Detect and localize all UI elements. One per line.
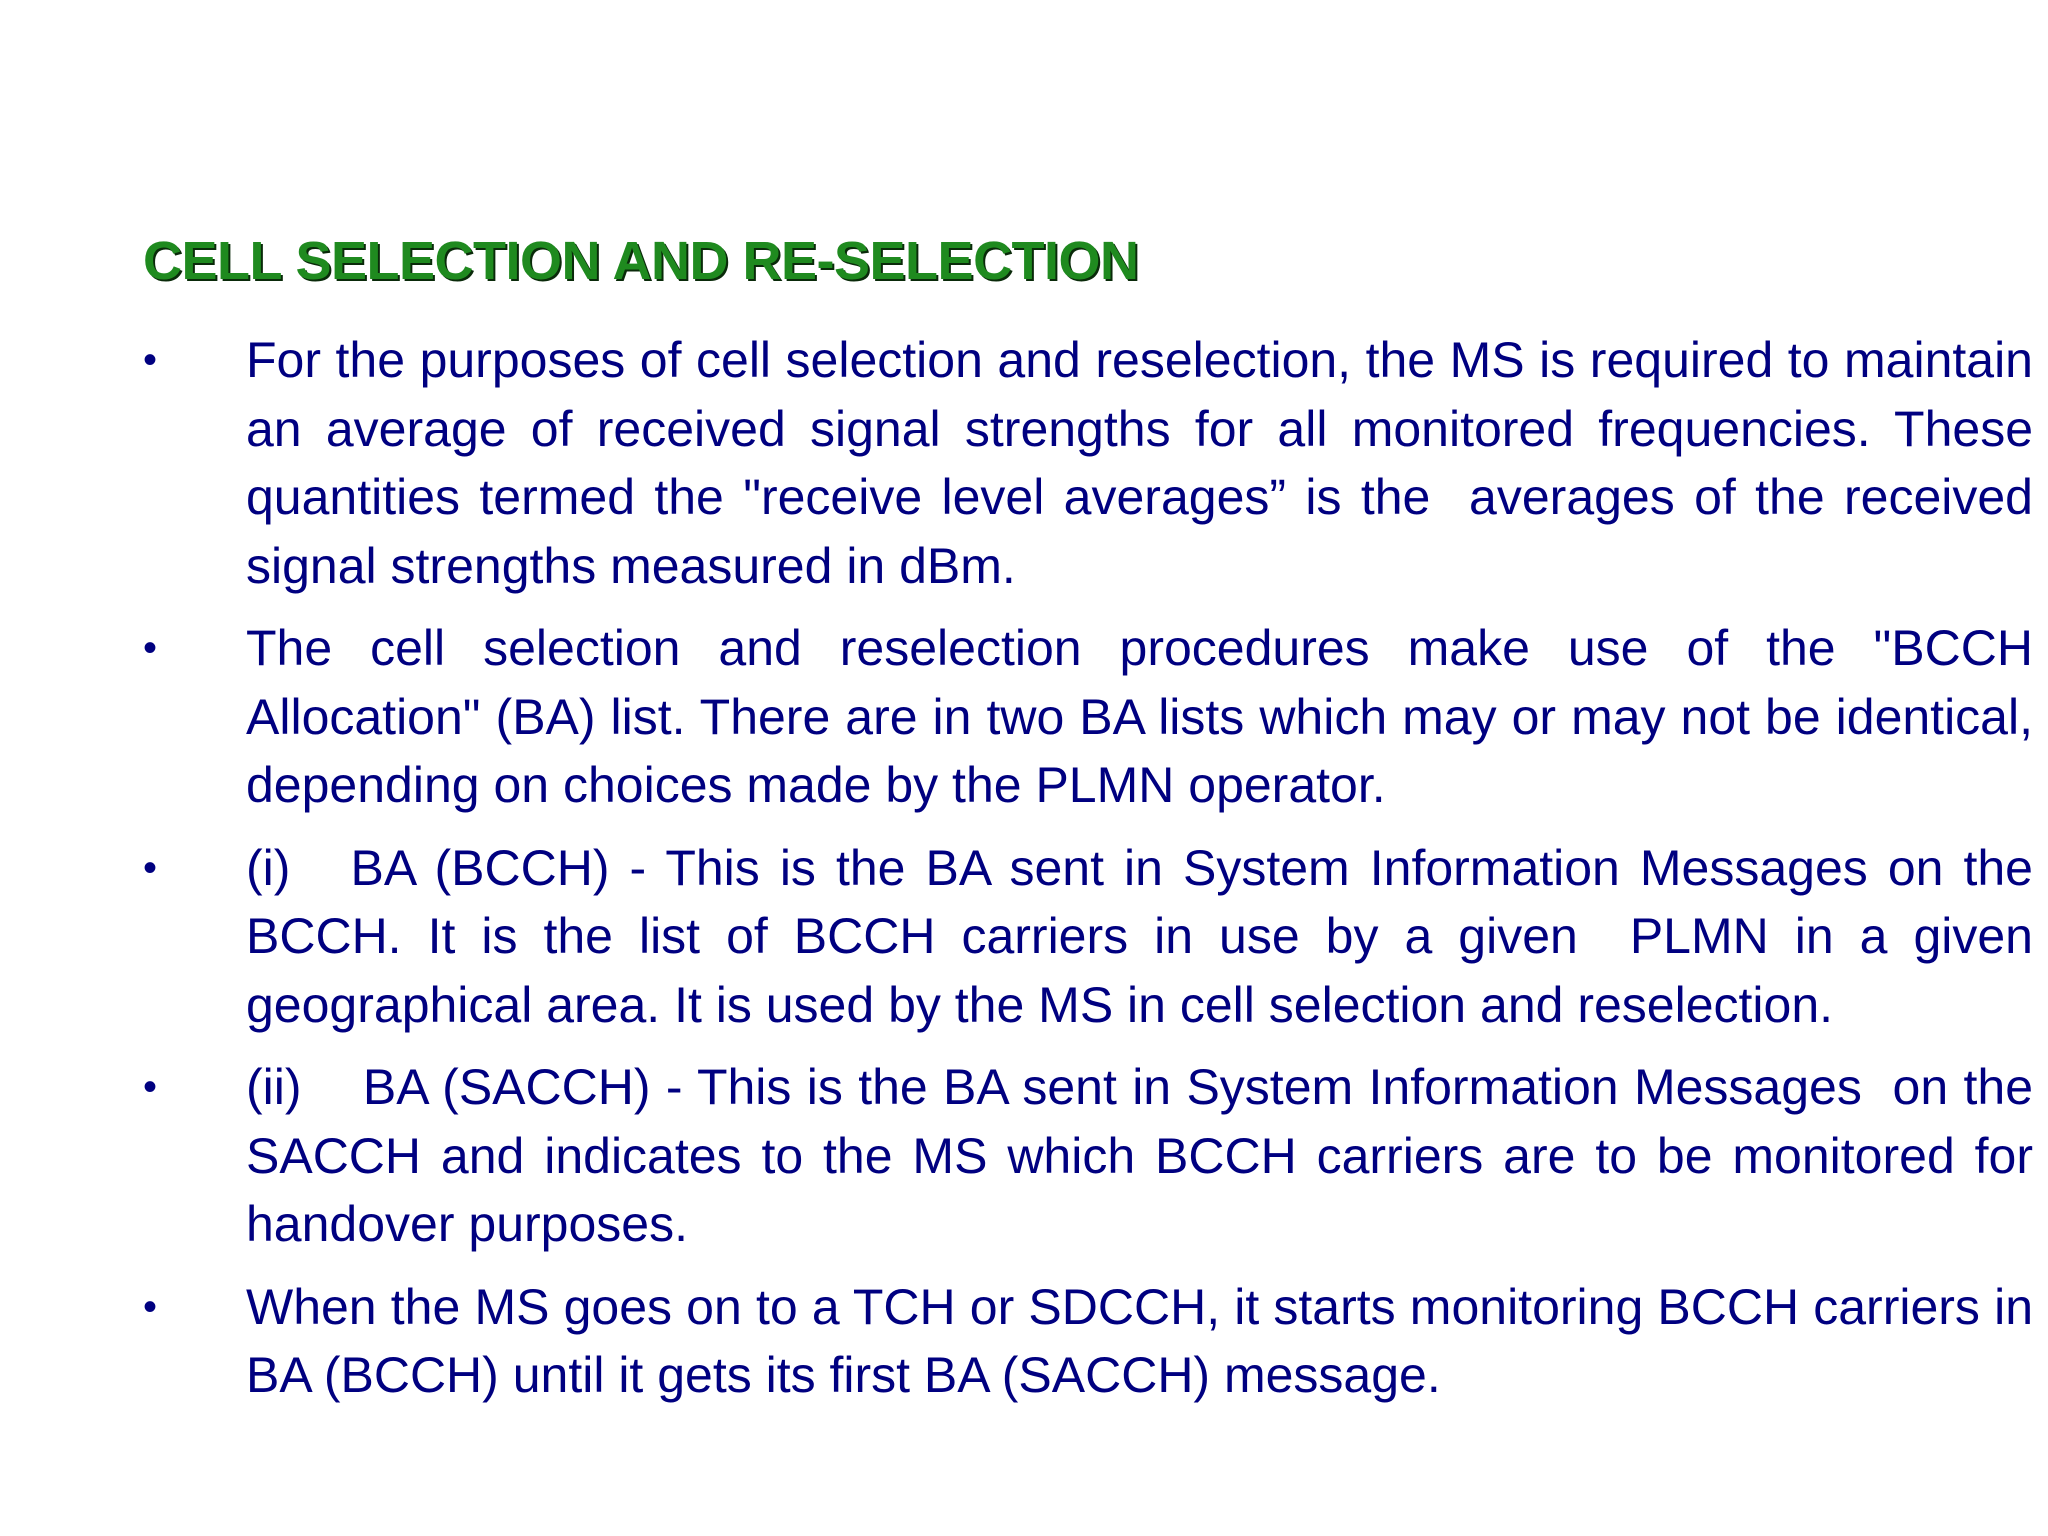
slide-title: CELL SELECTION AND RE-SELECTION [143,231,1139,291]
bullet-item [143,614,2047,820]
bullet-icon: • [143,1284,158,1329]
bullet-text: (i) BA (BCCH) - This is the BA sent in System Information Messages on the BCCH. It is the list of BCCH carriers in use by a given PLMN in a given geographical area. It is used by the MS in cell selection and reselection. [246,839,2047,1033]
bullet-item [143,1273,2047,1410]
bullet-text: (ii) BA (SACCH) - This is the BA sent in System Information Messages on the SACCH and indicates to the MS which BCCH carriers are to be monitored for handover purposes. [246,1059,2047,1252]
bullet-icon: • [143,845,158,890]
bullet-list [143,326,2047,1424]
bullet-item [143,834,2047,1040]
bullet-item [143,326,2047,600]
bullet-text: The cell selection and reselection procedures make use of the "BCCH Allocation" (BA) list. There are in two BA lists which may or may not be identical, depending on choices made by the PLMN operator. [246,620,2047,813]
bullet-icon: • [143,338,158,382]
bullet-icon: • [143,626,158,670]
bullet-text: For the purposes of cell selection and reselection, the MS is required to maintain an average of received signal strengths for all monitored frequencies. These quantities termed the "receive level averages” is the averages of the received signal strengths measured in dBm. [246,332,2047,594]
bullet-icon: • [143,1065,158,1109]
bullet-item [143,1053,2047,1259]
bullet-text: When the MS goes on to a TCH or SDCCH, it starts monitoring BCCH carriers in BA (BCCH) until it gets its first BA (SACCH) message. [246,1278,2047,1403]
